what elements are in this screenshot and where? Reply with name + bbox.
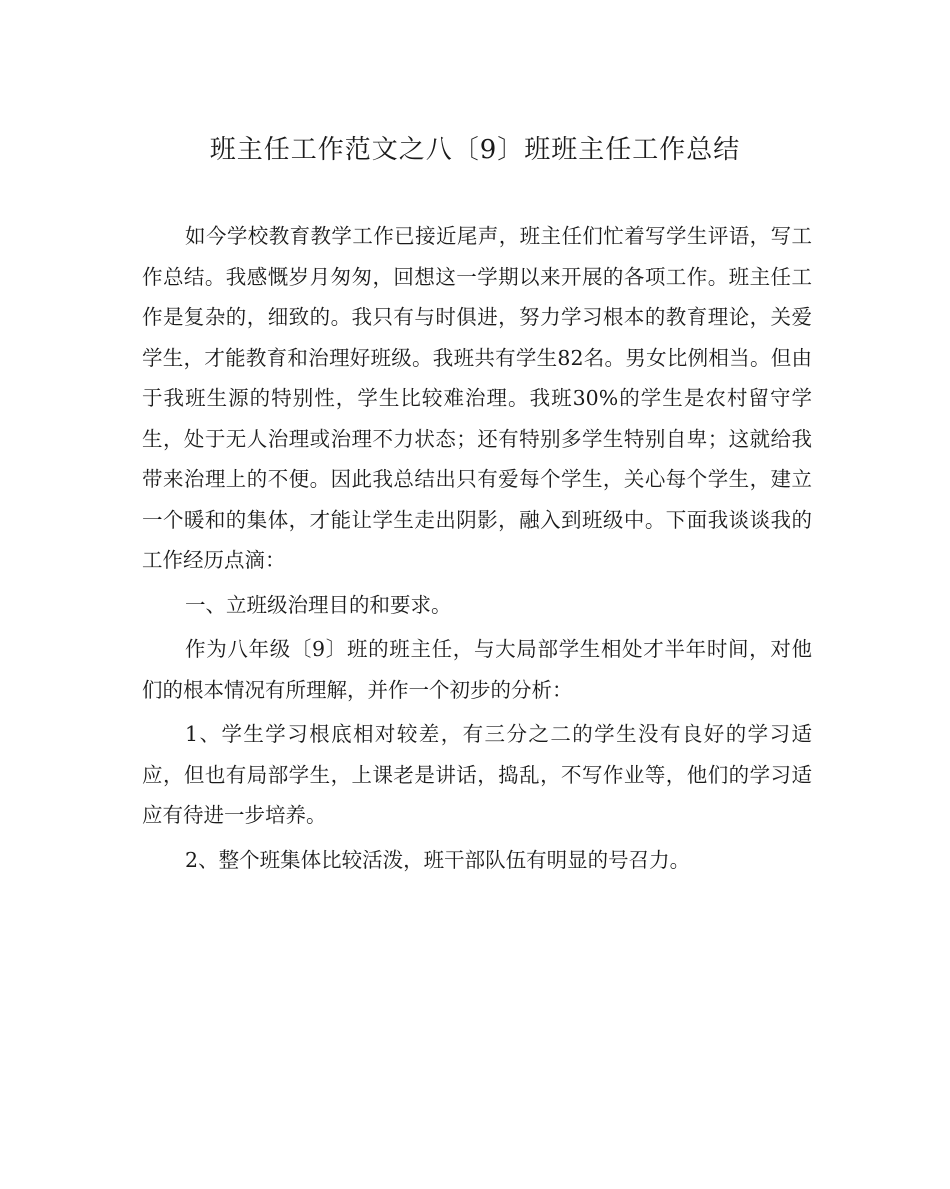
- document-body: [142, 216, 812, 880]
- paragraph-intro: 如今学校教育教学工作已接近尾声，班主任们忙着写学生评语，写工作总结。我感慨岁月匆匆，回想这一学期以来开展的各项工作。班主任工作是复杂的，细致的。我只有与时俱进，努力学习根本的教育理论，关爱学生，才能教育和治理好班级。我班共有学生82名。男女比例相当。但由于我班生源的特别性，学生比较难治理。我班30%的学生是农村留守学生，处于无人治理或治理不力状态；还有特别多学生特别自卑；这就给我带来治理上的不便。因此我总结出只有爱每个学生，关心每个学生，建立一个暖和的集体，才能让学生走出阴影，融入到班级中。下面我谈谈我的工作经历点滴：: [142, 224, 812, 572]
- paragraph-analysis-intro: 作为八年级〔9〕班的班主任，与大局部学生相处才半年时间，对他们的根本情况有所理解，并作一个初步的分析：: [142, 637, 812, 702]
- paragraph-point-1: 1、学生学习根底相对较差，有三分之二的学生没有良好的学习适应，但也有局部学生，上课老是讲话，捣乱，不写作业等，他们的学习适应有待进一步培养。: [142, 722, 812, 827]
- document-title: 班主任工作范文之八〔9〕班班主任工作总结: [209, 135, 741, 165]
- paragraph-point-2: 2、整个班集体比较活泼，班干部队伍有明显的号召力。: [185, 847, 691, 872]
- paragraph-section-heading: 一、立班级治理目的和要求。: [185, 592, 452, 617]
